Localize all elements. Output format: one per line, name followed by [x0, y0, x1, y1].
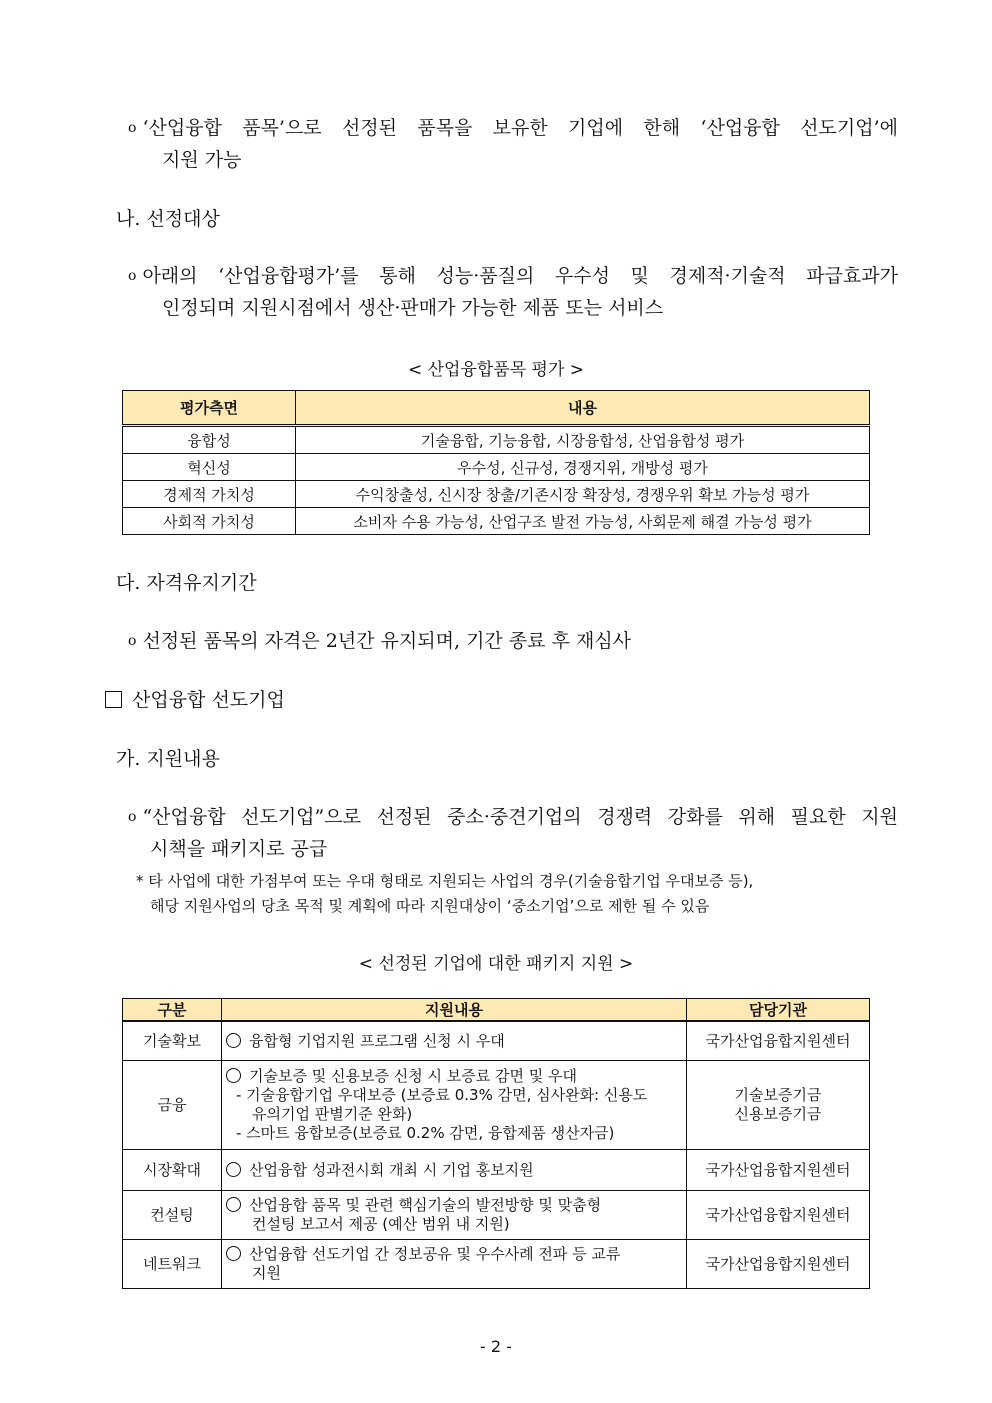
circle-bullet-icon: [226, 1033, 241, 1048]
org-cell: 국가산업융합지원센터: [687, 1021, 870, 1061]
table-row: [123, 481, 870, 508]
table2-caption: < 선정된 기업에 대한 패키지 지원 >: [358, 954, 634, 974]
table-cell: 수익창출성, 신시장 창출/기존시장 확장성, 경쟁우위 확보 가능성 평가: [296, 481, 870, 508]
table-row: [123, 454, 870, 481]
header-cell: 평가측면: [123, 391, 296, 426]
content-cell: 산업융합 품목 및 관련 핵심기술의 발전방향 및 맞춤형 컨설팅 보고서 제공 (예산 범위 내 지원): [222, 1191, 687, 1240]
table-row: [123, 426, 870, 454]
header-cell: 구분: [123, 999, 222, 1022]
content-cell: 산업융합 성과전시회 개최 시 기업 홍보지원: [222, 1150, 687, 1191]
footnote: * 타 사업에 대한 가점부여 또는 우대 형태로 지원되는 사업의 경우(기술융합기업 우대보증 등), 해당 지원사업의 당초 목적 및 계획에 따라 지원대상이 ‘중소기업’으로 제한 될 수 있음: [136, 872, 754, 915]
content-cell: 산업융합 선도기업 간 정보공유 및 우수사례 전파 등 교류 지원: [222, 1240, 687, 1289]
table-row: [123, 1240, 870, 1289]
evaluation-table: [122, 390, 870, 535]
table-row: [123, 1061, 870, 1150]
table-cell: 우수성, 신규성, 경쟁지위, 개방성 평가: [296, 454, 870, 481]
category-cell: 금융: [123, 1061, 222, 1150]
category-cell: 컨설팅: [123, 1191, 222, 1240]
heading-selection-target: 나. 선정대상: [116, 208, 220, 230]
header-cell: 담당기관: [687, 999, 870, 1022]
table-cell: 소비자 수용 가능성, 산업구조 발전 가능성, 사회문제 해결 가능성 평가: [296, 508, 870, 535]
table-cell: 경제적 가치성: [123, 481, 296, 508]
table-row: [123, 1191, 870, 1240]
bullet-selection-criteria: o 아래의 ‘산업융합평가’를 통해 성능·품질의 우수성 및 경제적·기술적 파급효과가 인정되며 지원시점에서 생산·판매가 가능한 제품 또는 서비스: [128, 260, 898, 324]
bullet-circle-icon: o: [128, 633, 137, 649]
category-cell: 네트워크: [123, 1240, 222, 1289]
header-cell: 내용: [296, 391, 870, 426]
org-cell: 기술보증기금 신용보증기금: [687, 1061, 870, 1150]
circle-bullet-icon: [226, 1197, 241, 1212]
package-support-table: [122, 998, 870, 1289]
table-row: [123, 1150, 870, 1191]
bullet-qualification: o 선정된 품목의 자격은 2년간 유지되며, 기간 종료 후 재심사: [128, 625, 631, 657]
page-number: - 2 -: [480, 1337, 512, 1356]
header-cell: 지원내용: [222, 999, 687, 1022]
table-cell: 융합성: [123, 426, 296, 454]
bullet-circle-icon: o: [128, 268, 137, 284]
content-cell: 기술보증 및 신용보증 신청 시 보증료 감면 및 우대 - 기술융합기업 우대보증 (보증료 0.3% 감면, 심사완화: 신용도 유의기업 판별기준 완화) - 스마트 융합보증(보증료 0.2% 감면, 융합제품 생산자금): [222, 1061, 687, 1150]
table-row: [123, 1021, 870, 1061]
table-header-row: [123, 999, 870, 1022]
table-header-row: [123, 391, 870, 426]
circle-bullet-icon: [226, 1162, 241, 1177]
org-cell: 국가산업융합지원센터: [687, 1240, 870, 1289]
circle-bullet-icon: [226, 1246, 241, 1261]
table1-caption: < 산업융합품목 평가 >: [407, 360, 585, 380]
heading-qualification-period: 다. 자격유지기간: [116, 572, 257, 594]
square-box-icon: [105, 691, 122, 708]
section-title: 산업융합 선도기업: [105, 684, 285, 716]
heading-support-content: 가. 지원내용: [116, 748, 220, 770]
content-cell: 융합형 기업지원 프로그램 신청 시 우대: [222, 1021, 687, 1061]
table-cell: 사회적 가치성: [123, 508, 296, 535]
org-cell: 국가산업융합지원센터: [687, 1191, 870, 1240]
table-cell: 기술융합, 기능융합, 시장융합성, 산업융합성 평가: [296, 426, 870, 454]
org-cell: 국가산업융합지원센터: [687, 1150, 870, 1191]
category-cell: 시장확대: [123, 1150, 222, 1191]
bullet-industrial-convergence-item: o ‘산업융합 품목’으로 선정된 품목을 보유한 기업에 한해 ‘산업융합 선도기업’에 지원 가능: [128, 112, 898, 176]
bullet-package-support: o “산업융합 선도기업”으로 선정된 중소·중견기업의 경쟁력 강화를 위해 필요한 지원 시책을 패키지로 공급: [128, 801, 898, 865]
bullet-circle-icon: o: [128, 809, 137, 825]
table-row: [123, 508, 870, 535]
bullet-circle-icon: o: [128, 120, 137, 136]
table-cell: 혁신성: [123, 454, 296, 481]
circle-bullet-icon: [226, 1068, 241, 1083]
category-cell: 기술확보: [123, 1021, 222, 1061]
